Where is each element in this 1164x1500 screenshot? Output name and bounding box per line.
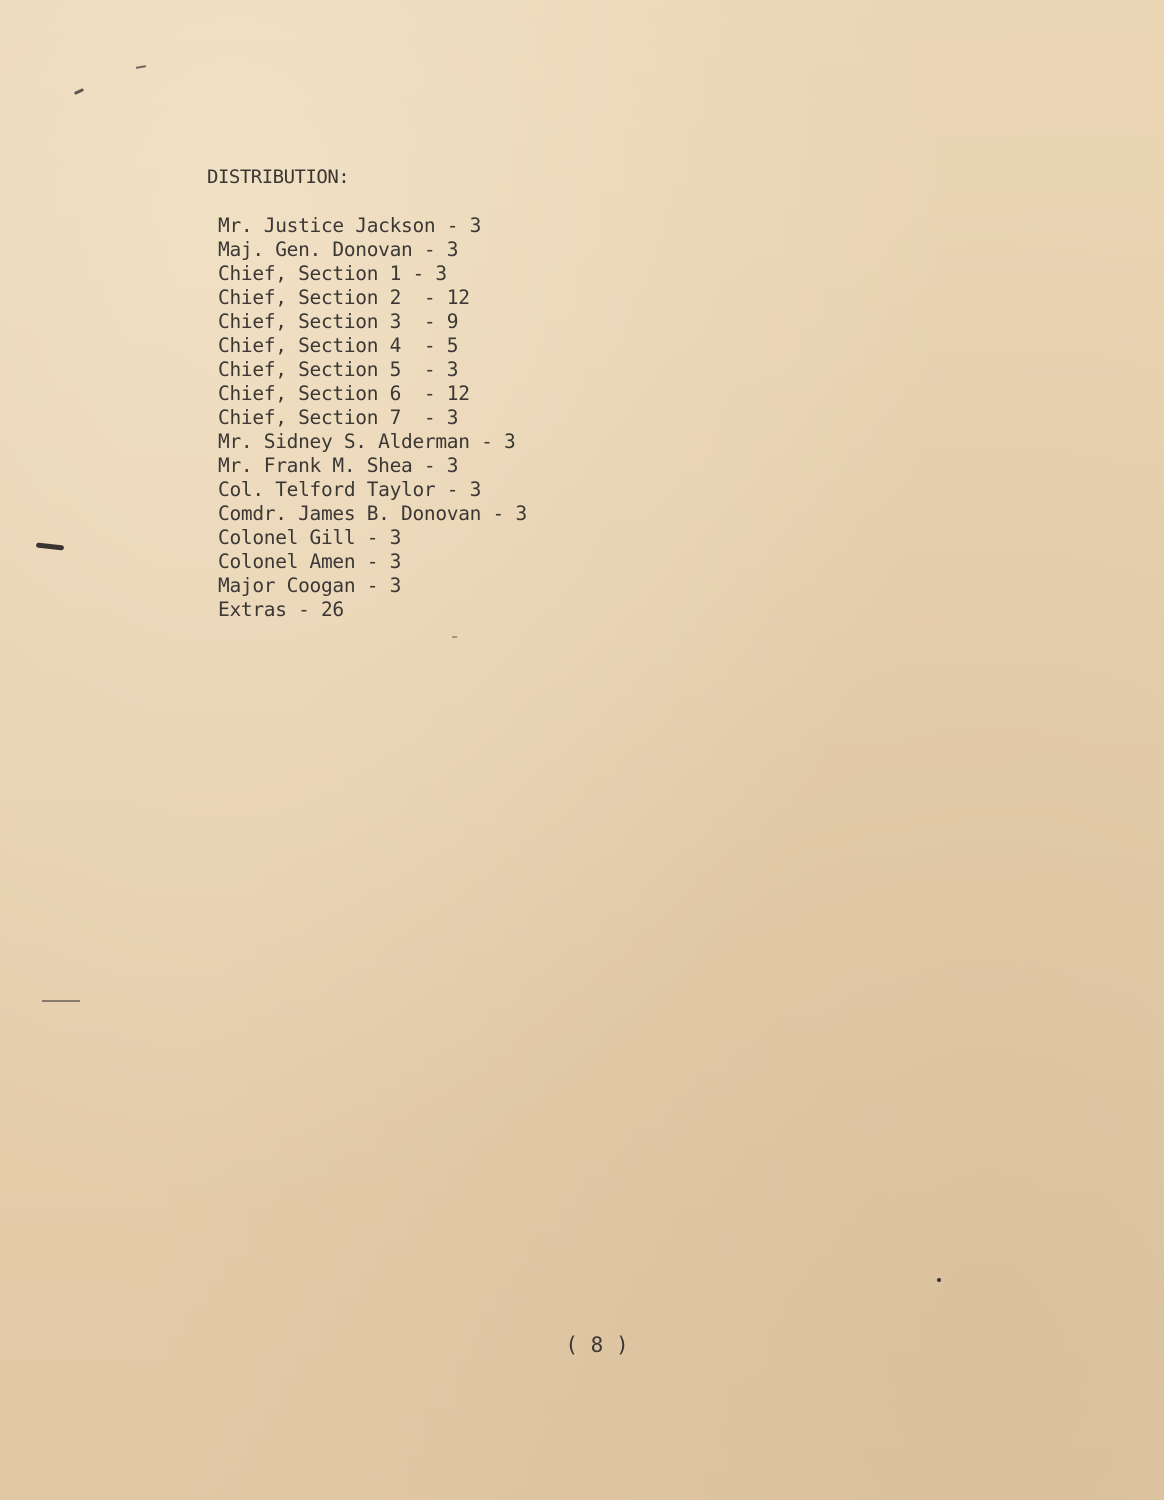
list-item: Chief, Section 1 - 3 <box>218 262 447 285</box>
list-item: Col. Telford Taylor - 3 <box>218 478 482 501</box>
ink-speck-mark <box>74 88 84 95</box>
ink-speck-mark <box>136 65 146 69</box>
list-item: Mr. Sidney S. Alderman - 3 <box>218 430 516 453</box>
list-item: Chief, Section 4 - 5 <box>218 334 459 357</box>
list-item: Chief, Section 3 - 9 <box>218 310 459 333</box>
ink-blot-mark <box>36 543 64 551</box>
list-item: Chief, Section 6 - 12 <box>218 382 470 405</box>
ink-speck-mark <box>452 636 457 638</box>
distribution-list <box>218 214 527 622</box>
list-item: Colonel Gill - 3 <box>218 526 402 549</box>
list-item: Comdr. James B. Donovan - 3 <box>218 502 527 525</box>
list-item: Mr. Justice Jackson - 3 <box>218 214 482 237</box>
distribution-heading: DISTRIBUTION: <box>207 166 350 188</box>
ink-dot-mark <box>937 1278 941 1282</box>
list-item: Extras - 26 <box>218 598 344 621</box>
list-item: Chief, Section 2 - 12 <box>218 286 470 309</box>
list-item: Major Coogan - 3 <box>218 574 402 597</box>
list-item: Mr. Frank M. Shea - 3 <box>218 454 459 477</box>
ink-line-mark <box>42 1000 80 1002</box>
page-number: ( 8 ) <box>565 1333 629 1357</box>
list-item: Colonel Amen - 3 <box>218 550 402 573</box>
list-item: Maj. Gen. Donovan - 3 <box>218 238 459 261</box>
list-item: Chief, Section 5 - 3 <box>218 358 459 381</box>
list-item: Chief, Section 7 - 3 <box>218 406 459 429</box>
